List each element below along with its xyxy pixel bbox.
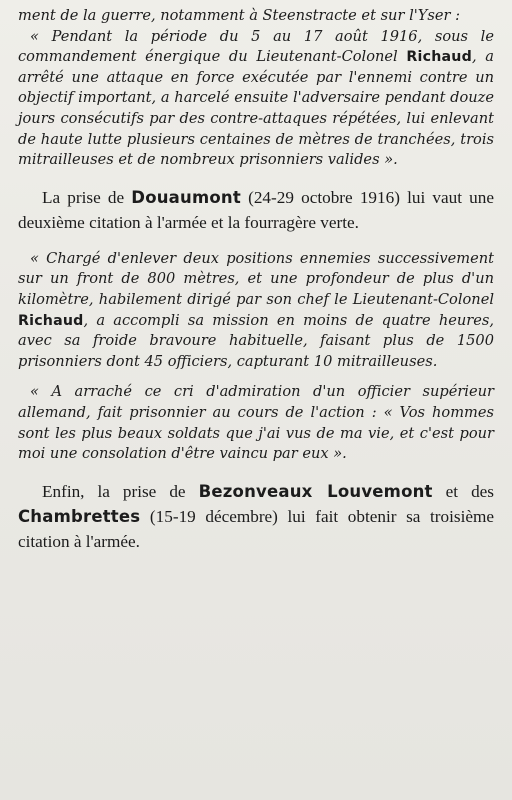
second-citation-part-a: « Chargé d'enlever deux positions ennemies successivement sur un front de 800 mètres, et une profondeur de plus d'un kilomètre, habilement dirigé par son chef le Lieutenant-Colonel <box>18 249 494 308</box>
second-citation <box>18 249 494 373</box>
bezonveaux-text <box>18 479 494 554</box>
first-citation-part-b: , a arrêté une attaque en force exécutée par l'ennemi contre un objectif important, a harcelé ensuite l'adversaire pendant douze jours consécutifs par des contre-attaques répétées, lui enlevant de haute lutte plusieurs centaines de mètres de tranchées, trois mitrailleuses et de nombreux prisonniers valides ». <box>18 48 494 169</box>
bezonveaux-part-a: Enfin, la prise de <box>42 481 199 501</box>
intro-paragraph <box>18 6 494 27</box>
douaumont-paragraph <box>18 185 494 235</box>
bezonveaux-part-c: (15-19 décembre) lui fait obtenir sa troisième citation à l'armée. <box>18 506 494 551</box>
first-citation-commander-name: Richaud <box>406 49 472 66</box>
intro-text: ment de la guerre, notamment à Steenstracte et sur l'Yser : <box>18 7 461 24</box>
douaumont-part-b: (24-29 octobre 1916) lui vaut une deuxième citation à l'armée et la fourragère verte. <box>18 187 494 232</box>
second-citation-part-b: , a accompli sa mission en moins de quatre heures, avec sa froide bravoure habituelle, faisant plus de 1500 prisonniers dont 45 officiers, capturant 10 mitrailleuses. <box>18 311 494 370</box>
bezonveaux-part-b: et des <box>432 481 494 501</box>
third-citation <box>18 382 494 464</box>
first-citation-part-a: « Pendant la période du 5 au 17 août 1916, sous le commandement énergique du Lieutenant-Colonel <box>18 27 494 66</box>
third-citation-text: « A arraché ce cri d'admiration d'un officier supérieur allemand, fait prisonnier au cours de l'action : « Vos hommes sont les plus beaux soldats que j'ai vus de ma vie, et c'est pour moi une consolation d'être vaincu par eux ». <box>18 383 494 463</box>
douaumont-place-name: Douaumont <box>131 187 241 207</box>
bezonveaux-paragraph <box>18 479 494 554</box>
first-citation <box>18 27 494 171</box>
bezonveaux-place-name: Bezonveaux Louvemont <box>198 481 433 501</box>
douaumont-text <box>18 185 494 235</box>
second-citation-text <box>18 249 494 373</box>
chambrettes-place-name: Chambrettes <box>18 506 141 526</box>
second-citation-commander-name: Richaud <box>18 312 84 329</box>
douaumont-part-a: La prise de <box>42 187 132 207</box>
first-citation-text <box>18 27 494 171</box>
